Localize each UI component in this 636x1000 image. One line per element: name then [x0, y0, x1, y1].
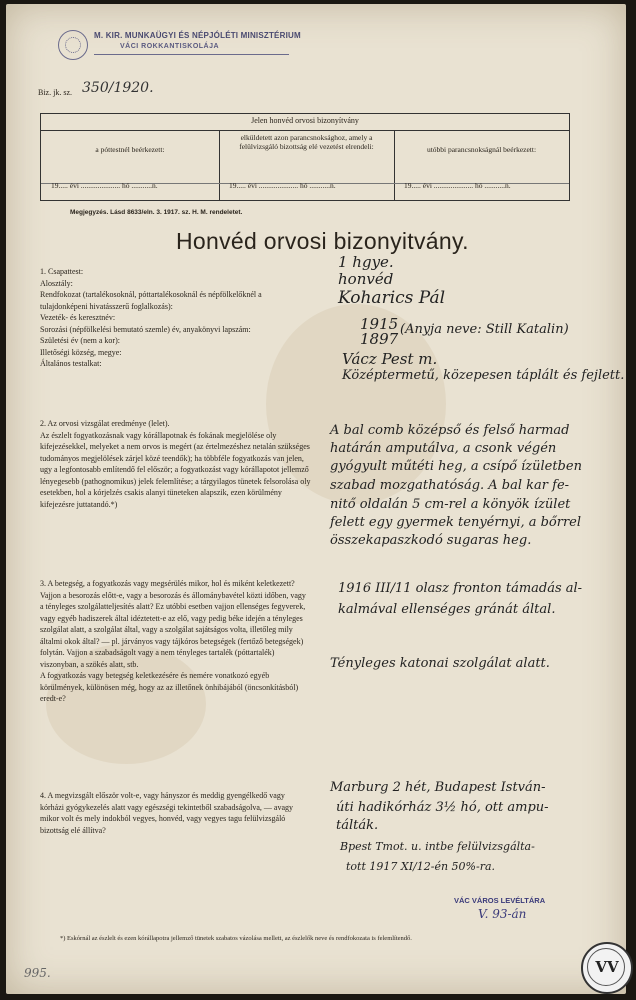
hw-finding-5: nitő oldalán 5 cm-rel a könyök ízület	[330, 497, 571, 512]
hw-cause-1: 1916 III/11 olasz fronton támadás al-	[338, 581, 583, 596]
document-title: Honvéd orvosi bizonyitvány.	[176, 228, 469, 254]
ministry-name: M. KIR. MUNKAÜGYI ÉS NÉPJÓLÉTI MINISZTÉRIUM	[94, 31, 301, 40]
hw-hometown: Vácz Pest m.	[342, 350, 438, 368]
hw-treatment-4: Bpest Tmot. u. intbe felülvizsgálta-	[340, 840, 535, 853]
hw-birth-year: 1897	[360, 330, 399, 348]
hw-finding-1: A bal comb középső és felső harmad	[330, 423, 570, 438]
archive-number: V. 93-án	[478, 907, 527, 921]
hw-unit: 1 hgye.	[338, 253, 394, 271]
hw-finding-4: szabad mozgathatóság. A bal kar fe-	[330, 478, 570, 493]
hw-name: Koharics Pál	[338, 288, 446, 308]
hw-finding-7: összekapaszkodó sugaras heg.	[330, 533, 532, 548]
hw-treatment-2: úti hadikórház 3½ hó, ott ampu-	[336, 800, 549, 815]
header-underline	[94, 54, 289, 55]
archive-stamp: VÁC VÁROS LEVÉLTÁRA	[454, 896, 546, 905]
logo-letters: VV	[595, 958, 619, 976]
hw-build: Középtermetű, közepesen táplált és fejlett.	[342, 368, 625, 383]
hw-finding-2: határán amputálva, a csonk végén	[330, 441, 557, 456]
col-heading: a póttestnél beérkezett:	[95, 145, 165, 154]
archive-logo-icon	[581, 942, 633, 994]
regulation-note: Megjegyzés. Lásd 8633/eln. 3. 1917. sz. H. M. rendeletet.	[70, 209, 243, 216]
school-name: VÁCI ROKKANTISKOLÁJA	[120, 43, 220, 50]
hw-treatment-1: Marburg 2 hét, Budapest István-	[330, 780, 546, 795]
table-title: Jelen honvéd orvosi bizonyítvány	[41, 116, 569, 131]
biz-number: 350/1920.	[82, 80, 154, 96]
hw-cause-2: kalmával ellenséges gránát által.	[338, 602, 556, 617]
table-col-received	[394, 131, 569, 200]
table-col-sent	[219, 131, 395, 200]
ministry-header-stamp	[58, 28, 301, 62]
section-3-questions: 3. A betegség, a fogyatkozás vagy megsérülés mikor, hol és miként keletkezett? Vajjon a besorozás előtt-e, vagy a besorozás és állománybavétel közti időben, vagy a tényleges szolgálatteljesítés alatt? Ez utóbbi esetben vajjon ellenséges fegyverek, vagy egyéb hadiszerek által idéztetett-e az elő, vagy pedig béke idején a tényleges szolgálat alatt, a szolgálat által, vagy a szolgálat sajátságos volta, illetőleg mily általmi okok által? — pl. járványos vagy tájkóros betegségek (fertőző betegségek) folytán. Vajjon a szabadságolt vagy a nem tényleges tartalék (póttartalék) viszonyban, a szökés alatt, stb. A fogyatkozás vagy betegség keletkezésére és nemére vonatkozó egyéb körülmények, különösen még, hogy az az illetőnek önhibájából (öncsonkításból) eredt-e?	[40, 579, 306, 703]
hw-treatment-5: tott 1917 XI/12-én 50%-ra.	[346, 860, 496, 873]
hw-conscription-year: 1915	[360, 315, 399, 333]
hw-finding-6: felett egy gyermek tenyérnyi, a bőrrel	[330, 515, 582, 530]
hw-treatment-3: tálták.	[336, 818, 379, 833]
table-col-arrival	[41, 131, 220, 200]
col-heading: elküldetett azon parancsnoksághoz, amely a felülvizsgáló bizottság elé vezetést elrendeli:	[239, 133, 374, 151]
hw-mother-name: (Anyja neve: Still Katalin)	[400, 322, 569, 337]
pencil-number: 995.	[24, 966, 51, 980]
routing-table	[40, 113, 570, 201]
coat-of-arms-seal	[58, 30, 88, 60]
section-1-questions: 1. Csapattest: Alosztály: Rendfokozat (tartalékosoknál, póttartalékosoknál és népfölkelőknél a tulajdonképeni hivatásszerű foglalkozás): Vezeték- és keresztnév: Sorozási (népfölkelési bemutató szemle) év, anyakönyvi lapszám: Születési év (nem a kor): Illetőségi község, megye: Általános testalkat:	[40, 267, 262, 368]
biz-label: Biz. jk. sz.	[38, 88, 72, 97]
footnote: *) Eskórnál az észlelt és ezen kórállapotra jellemző tünetek szabatos vázolása mellett, az észlelők neve és rendfokozata is felemlítendő.	[60, 935, 412, 942]
hw-service: Tényleges katonai szolgálat alatt.	[330, 656, 550, 671]
hw-finding-3: gyógyult műtéti heg, a csípő ízületben	[330, 459, 582, 474]
hw-rank: honvéd	[338, 270, 394, 288]
section-4-questions: 4. A megvizsgált először volt-e, vagy hányszor és meddig gyengélkedő vagy kórházi gyógykezelés alatt vagy egészségi tekintetből szabadságolva, — avagy mikor volt és mely indokból vegyes, honvéd, vagy vegyes tagu felülvizsgáló bizottság elé állítva?	[40, 791, 294, 835]
col-date: 19..... évi ..................... hó ...........n.	[404, 181, 511, 190]
col-date: 19..... évi ..................... hó ...........n.	[51, 181, 158, 190]
col-date: 19..... évi ..................... hó ...........n.	[229, 181, 336, 190]
col-heading: utóbbi parancsnokságnál beérkezett:	[426, 145, 537, 154]
section-2-questions: 2. Az orvosi vizsgálat eredménye (lelet). Az észlelt fogyatkozásnak vagy kórállapotnak és fokának megjelölése oly kifejezésekkel, melyeket a nem orvos is megért (az értelmezéshez netalán szükséges tudományos megjelölések zárjel közé teendők); ha többféle fogyatkozás van jelen, ugy a legfontosabb említendő fel először; a fogyatkozást vagy kórállapotot jellemző lényegesebb (pathognomikus) jelek felemlítése; a tárgyilagos tünetek felsorolása oly esetekben, hol a kórjelzés csakis alanyi tüneteken alapszik, ezen körülmény kifejezésre juttatandó.*)	[40, 419, 311, 509]
